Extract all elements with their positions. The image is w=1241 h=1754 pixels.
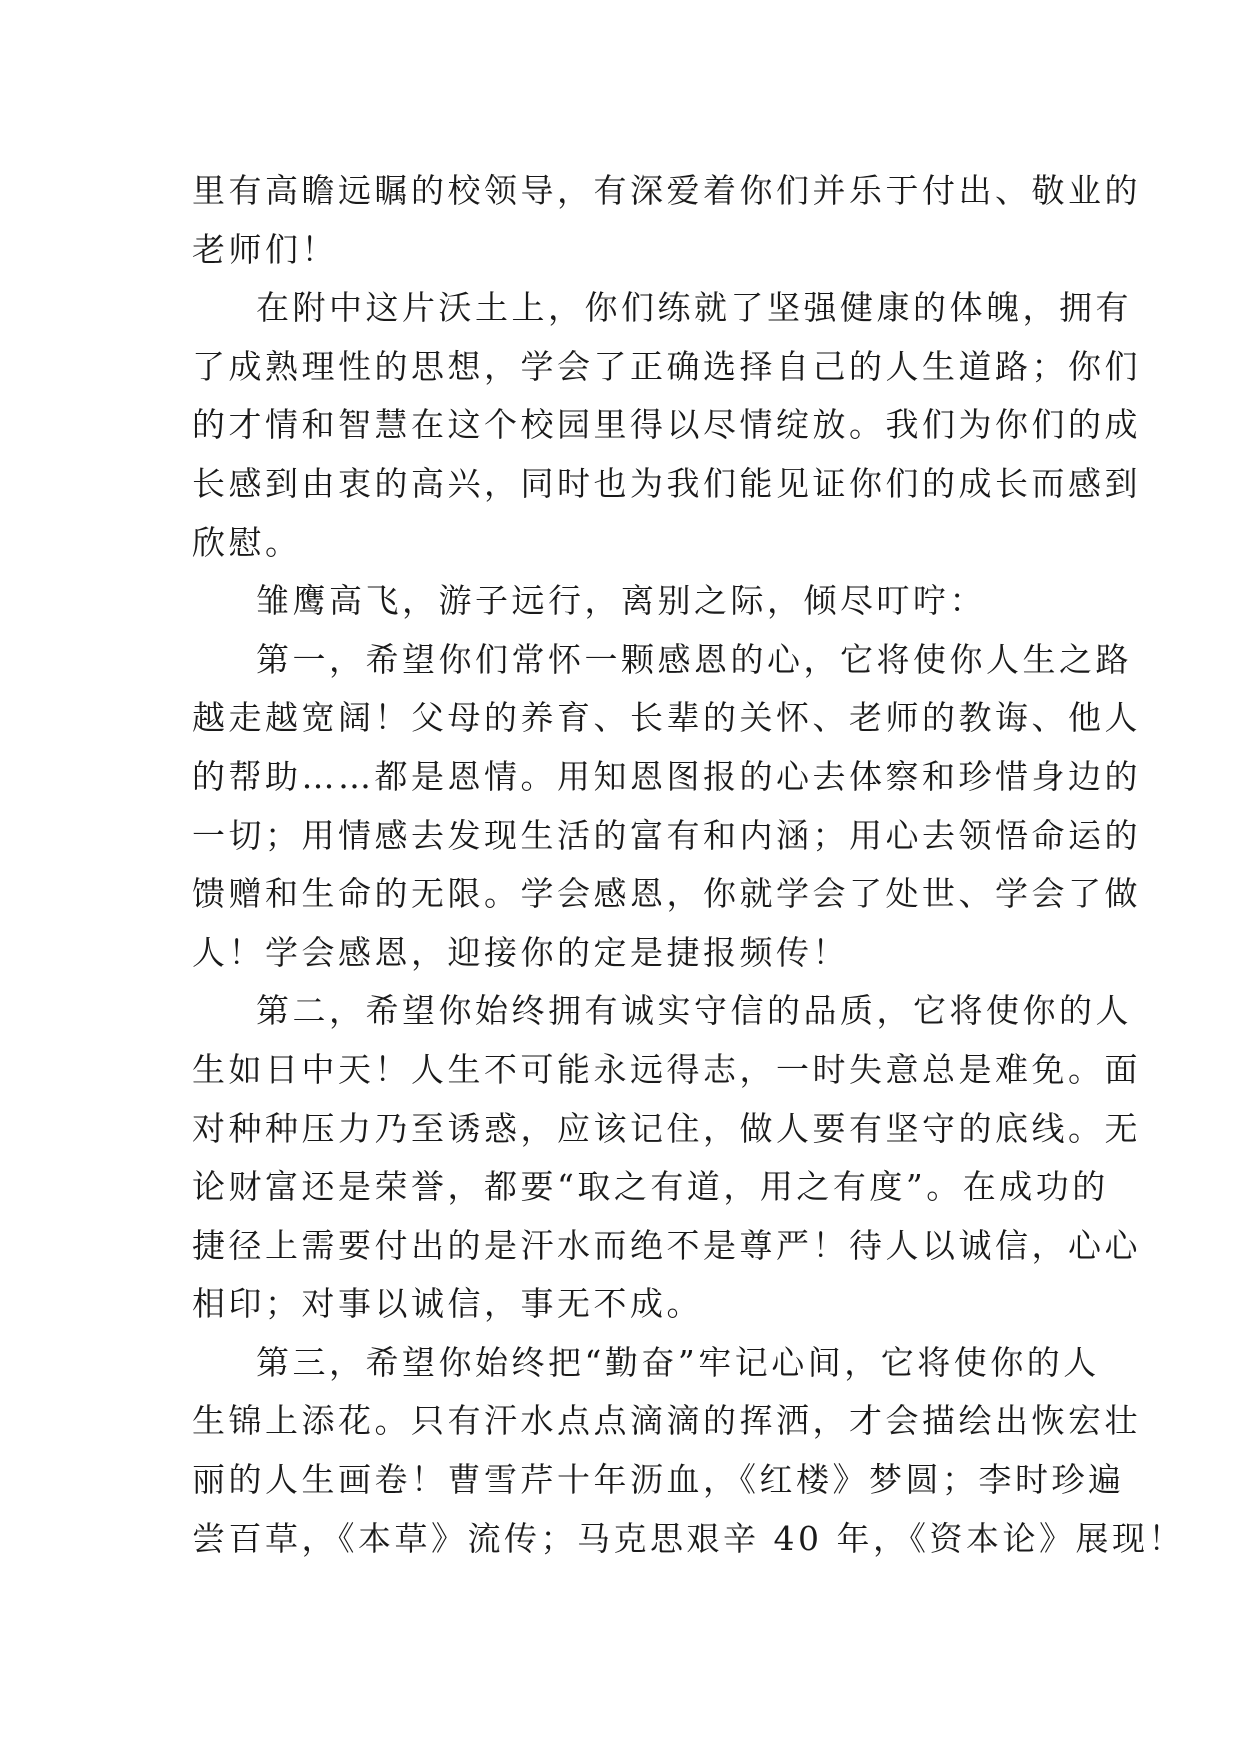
text-line: 里有高瞻远瞩的校领导，有深爱着你们并乐于付出、敬业的 — [192, 171, 1141, 210]
paragraph-first-line: 第三，希望你始终把“勤奋”牢记心间，它将使你的人 — [256, 1342, 1100, 1382]
text-line: 人！学会感恩，迎接你的定是捷报频传！ — [192, 932, 849, 972]
text-line: 相印；对事以诚信，事无不成。 — [192, 1284, 703, 1324]
text-line: 生锦上添花。只有汗水点点滴滴的挥洒，才会描绘出恢宏壮 — [192, 1401, 1141, 1441]
body-text — [192, 162, 1185, 1568]
paragraph-first-line: 第一，希望你们常怀一颗感恩的心，它将使你人生之路 — [256, 639, 1132, 679]
text-line: 老师们！ — [192, 229, 338, 269]
text-line: 尝百草，《本草》流传；马克思艰辛 40 年，《资本论》展现！ — [192, 1518, 1185, 1558]
text-line: 长感到由衷的高兴，同时也为我们能见证你们的成长而感到 — [192, 463, 1141, 503]
text-line: 的帮助……都是恩情。用知恩图报的心去体察和珍惜身边的 — [192, 756, 1141, 796]
paragraph-first-line: 第二，希望你始终拥有诚实守信的品质，它将使你的人 — [256, 991, 1132, 1031]
paragraph-first-line: 雏鹰高飞，游子远行，离别之际，倾尽叮咛： — [256, 581, 986, 621]
text-line: 对种种压力乃至诱惑，应该记住，做人要有坚守的底线。无 — [192, 1108, 1141, 1148]
text-line: 生如日中天！人生不可能永远得志，一时失意总是难免。面 — [192, 1049, 1141, 1089]
text-line: 欣慰。 — [192, 522, 302, 562]
text-line: 捷径上需要付出的是汗水而绝不是尊严！待人以诚信，心心 — [192, 1225, 1141, 1265]
text-line: 的才情和智慧在这个校园里得以尽情绽放。我们为你们的成 — [192, 405, 1141, 445]
text-line: 论财富还是荣誉，都要“取之有道，用之有度”。在成功的 — [192, 1167, 1109, 1207]
paragraph-first-line: 在附中这片沃土上，你们练就了坚强健康的体魄，拥有 — [256, 288, 1132, 328]
text-line: 了成熟理性的思想，学会了正确选择自己的人生道路；你们 — [192, 346, 1141, 386]
text-line: 一切；用情感去发现生活的富有和内涵；用心去领悟命运的 — [192, 815, 1141, 855]
text-line: 馈赠和生命的无限。学会感恩，你就学会了处世、学会了做 — [192, 874, 1141, 914]
text-line: 丽的人生画卷！曹雪芹十年沥血，《红楼》梦圆；李时珍遍 — [192, 1460, 1125, 1500]
text-line: 越走越宽阔！父母的养育、长辈的关怀、老师的教诲、他人 — [192, 698, 1141, 738]
